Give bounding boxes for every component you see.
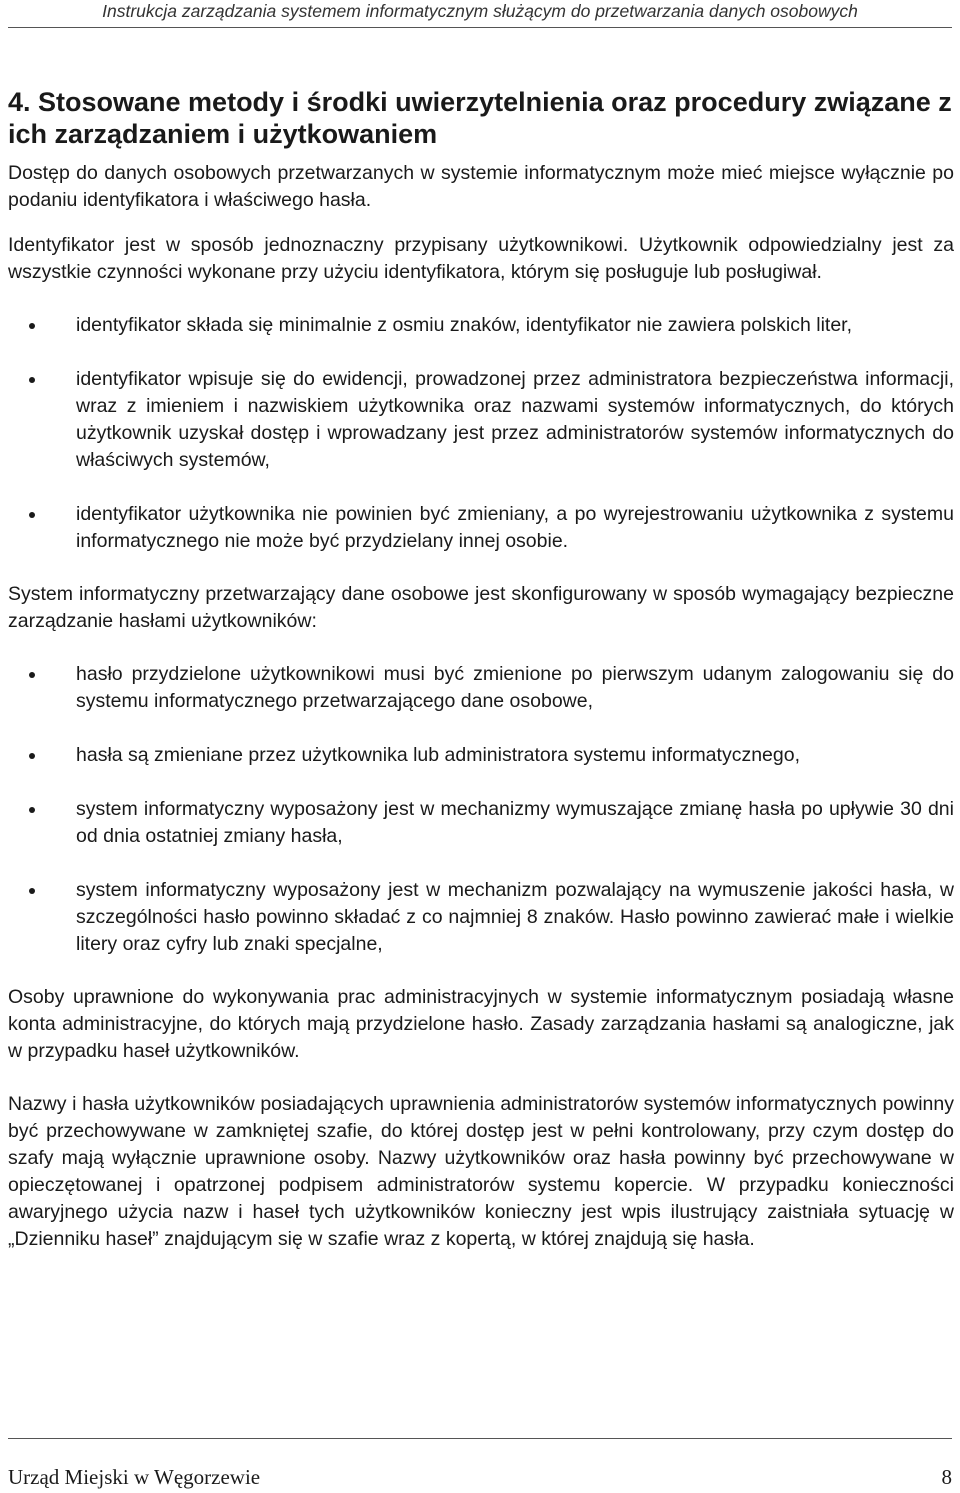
paragraph-identifier: Identyfikator jest w sposób jednoznaczny przypisany użytkownikowi. Użytkownik odpowiedzialny jest za wszystkie czynności wykonane przy użyciu identyfikatora, którym się posługuje lub posługiwał. xyxy=(8,234,954,283)
footer-divider xyxy=(8,1438,952,1439)
list-item-text: identyfikator wpisuje się do ewidencji, prowadzonej przez administratora bezpieczeństwa informacji, wraz z imieniem i nazwiskiem użytkownika oraz nazwami systemów informatycznych, do których użytkownik uzyskał dostęp i wprowadzany jest przez administratorów systemów informatycznych do właściwych systemów, xyxy=(76,368,954,471)
bullet-icon xyxy=(29,672,35,678)
list-item xyxy=(8,366,954,474)
list-item-text: hasła są zmieniane przez użytkownika lub administratora systemu informatycznego, xyxy=(76,744,800,766)
bullet-icon xyxy=(29,888,35,894)
bullet-icon xyxy=(29,512,35,518)
list-item xyxy=(8,877,954,958)
page-content xyxy=(8,86,954,1253)
password-rules-list xyxy=(8,661,954,958)
list-item xyxy=(8,312,954,339)
list-item-text: identyfikator składa się minimalnie z osmiu znaków, identyfikator nie zawiera polskich liter, xyxy=(76,314,853,336)
page-number: 8 xyxy=(941,1465,952,1489)
list-item xyxy=(8,742,954,769)
list-item-text: hasło przydzielone użytkownikowi musi być zmienione po pierwszym udanym zalogowaniu się do systemu informatycznego przetwarzającego dane osobowe, xyxy=(76,663,954,712)
list-item xyxy=(8,796,954,850)
list-item xyxy=(8,501,954,555)
page-footer xyxy=(8,1464,952,1490)
section-heading: 4. Stosowane metody i środki uwierzytelnienia oraz procedury związane z ich zarządzaniem i użytkowaniem xyxy=(8,87,952,149)
bullet-icon xyxy=(29,377,35,383)
paragraph-password-config: System informatyczny przetwarzający dane osobowe jest skonfigurowany w sposób wymagający bezpieczne zarządzanie hasłami użytkowników: xyxy=(8,583,954,632)
identifier-rules-list xyxy=(8,312,954,555)
paragraph-access: Dostęp do danych osobowych przetwarzanych w systemie informatycznym może mieć miejsce wyłącznie po podaniu identyfikatora i właściwego hasła. xyxy=(8,162,954,211)
paragraph-admin-accounts: Osoby uprawnione do wykonywania prac administracyjnych w systemie informatycznym posiadają własne konta administracyjne, do których mają przydzielone hasło. Zasady zarządzania hasłami są analogiczne, jak w przypadku haseł użytkowników. xyxy=(8,986,954,1062)
paragraph-password-storage: Nazwy i hasła użytkowników posiadających uprawnienia administratorów systemów informatycznych powinny być przechowywane w zamkniętej szafie, do której dostęp jest w pełni kontrolowany, przy czym dostęp do szafy mają wyłącznie uprawnione osoby. Nazwy użytkowników oraz hasła powinny być przechowywane w opieczętowanej i opatrzonej podpisem administratorów systemu kopercie. W przypadku konieczności awaryjnego użycia nazw i haseł tych użytkowników konieczny jest wpis ilustrujący zaistniała sytuację w „Dzienniku haseł” znajdującym się w szafie wraz z kopertą, w której znajdują się hasła. xyxy=(8,1093,954,1250)
bullet-icon xyxy=(29,807,35,813)
list-item xyxy=(8,661,954,715)
list-item-text: identyfikator użytkownika nie powinien być zmieniany, a po wyrejestrowaniu użytkownika z systemu informatycznego nie może być przydzielany innej osobie. xyxy=(76,503,954,552)
footer-office: Urząd Miejski w Węgorzewie xyxy=(8,1465,261,1489)
list-item-text: system informatyczny wyposażony jest w mechanizm pozwalający na wymuszenie jakości hasła, w szczególności hasło powinno składać z co najmniej 8 znaków. Hasło powinno zawierać małe i wielkie litery oraz cyfry lub znaki specjalne, xyxy=(76,879,954,955)
bullet-icon xyxy=(29,323,35,329)
header-divider xyxy=(8,27,952,28)
bullet-icon xyxy=(29,753,35,759)
running-header: Instrukcja zarządzania systemem informatycznym służącym do przetwarzania danych osobowych xyxy=(102,1,858,21)
list-item-text: system informatyczny wyposażony jest w mechanizmy wymuszające zmianę hasła po upływie 30 dni od dnia ostatniej zmiany hasła, xyxy=(76,798,954,847)
